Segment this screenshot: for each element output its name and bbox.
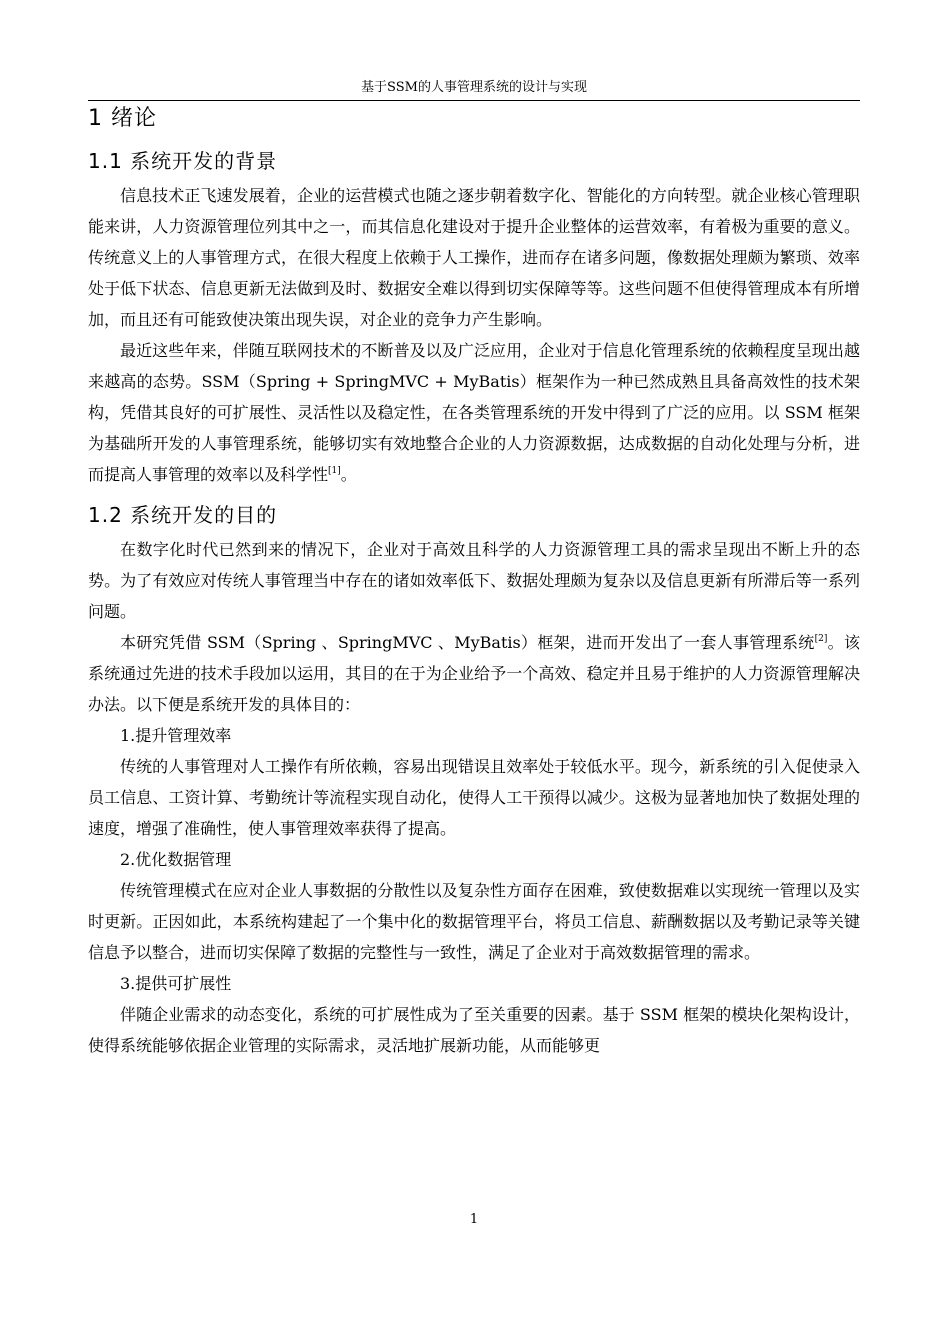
header-title: 基于SSM的人事管理系统的设计与实现 (361, 80, 587, 95)
purpose-paragraph-2-text: 本研究凭借 SSM（Spring 、SpringMVC 、MyBatis）框架，进而开发出了一套人事管理系统 (120, 633, 815, 652)
section-title-purpose: 1.2 系统开发的目的 (88, 503, 278, 527)
purpose-item-3-text: 伴随企业需求的动态变化，系统的可扩展性成为了至关重要的因素。基于 SSM 框架的模块化架构设计，使得系统能够依据企业管理的实际需求，灵活地扩展新功能，从而能够更 (88, 1005, 860, 1055)
background-paragraph-1: 信息技术正飞速发展着，企业的运营模式也随之逐步朝着数字化、智能化的方向转型。就企业核心管理职能来讲，人力资源管理位列其中之一，而其信息化建设对于提升企业整体的运营效率，有着极为重要的意义。传统意义上的人事管理方式，在很大程度上依赖于人工操作，进而存在诸多问题，像数据处理颇为繁琐、效率处于低下状态、信息更新无法做到及时、数据安全难以得到切实保障等等。这些问题不但使得管理成本有所增加，而且还有可能致使决策出现失误，对企业的竞争力产生影响。 (88, 186, 860, 329)
purpose-item-2-text: 传统管理模式在应对企业人事数据的分散性以及复杂性方面存在困难，致使数据难以实现统一管理以及实时更新。正因如此，本系统构建起了一个集中化的数据管理平台，将员工信息、薪酬数据以及考勤记录等关键信息予以整合，进而切实保障了数据的完整性与一致性，满足了企业对于高效数据管理的需求。 (88, 881, 860, 962)
citation-2: [2] (814, 634, 828, 644)
page-footer (88, 1212, 860, 1227)
purpose-item-2-title: 2.优化数据管理 (120, 850, 232, 869)
purpose-item-1-text: 传统的人事管理对人工操作有所依赖，容易出现错误且效率处于较低水平。现今，新系统的引入促使录入员工信息、工资计算、考勤统计等流程实现自动化，使得人工干预得以减少。这极为显著地加快了数据处理的速度，增强了准确性，使人事管理效率获得了提高。 (88, 757, 860, 838)
background-paragraph-2-end: 。 (340, 465, 357, 484)
page-number: 1 (469, 1212, 479, 1227)
page-content (88, 102, 860, 1061)
background-paragraph-2 (88, 335, 860, 490)
page-header (88, 78, 860, 101)
chapter-title: 1 绪论 (88, 106, 157, 131)
section-title-background: 1.1 系统开发的背景 (88, 149, 278, 173)
purpose-item-3-title: 3.提供可扩展性 (120, 974, 232, 993)
background-paragraph-2-text: 最近这些年来，伴随互联网技术的不断普及以及广泛应用，企业对于信息化管理系统的依赖程度呈现出越来越高的态势。SSM（Spring + SpringMVC + MyBatis）框架作为一种已然成熟且具备高效性的技术架构，凭借其良好的可扩展性、灵活性以及稳定性，在各类管理系统的开发中得到了广泛的应用。以 SSM 框架为基础所开发的人事管理系统，能够切实有效地整合企业的人力资源数据，达成数据的自动化处理与分析，进而提高人事管理的效率以及科学性 (88, 341, 860, 484)
purpose-paragraph-2 (88, 627, 860, 720)
citation-1: [1] (328, 466, 341, 476)
purpose-paragraph-2-end: 。该系统通过先进的技术手段加以运用，其目的在于为企业给予一个高效、稳定并且易于维护的人力资源管理解决办法。以下便是系统开发的具体目的： (88, 633, 860, 714)
purpose-paragraph-1: 在数字化时代已然到来的情况下，企业对于高效且科学的人力资源管理工具的需求呈现出不断上升的态势。为了有效应对传统人事管理当中存在的诸如效率低下、数据处理颇为复杂以及信息更新有所滞后等一系列问题。 (88, 540, 860, 621)
purpose-item-1-title: 1.提升管理效率 (120, 726, 232, 745)
